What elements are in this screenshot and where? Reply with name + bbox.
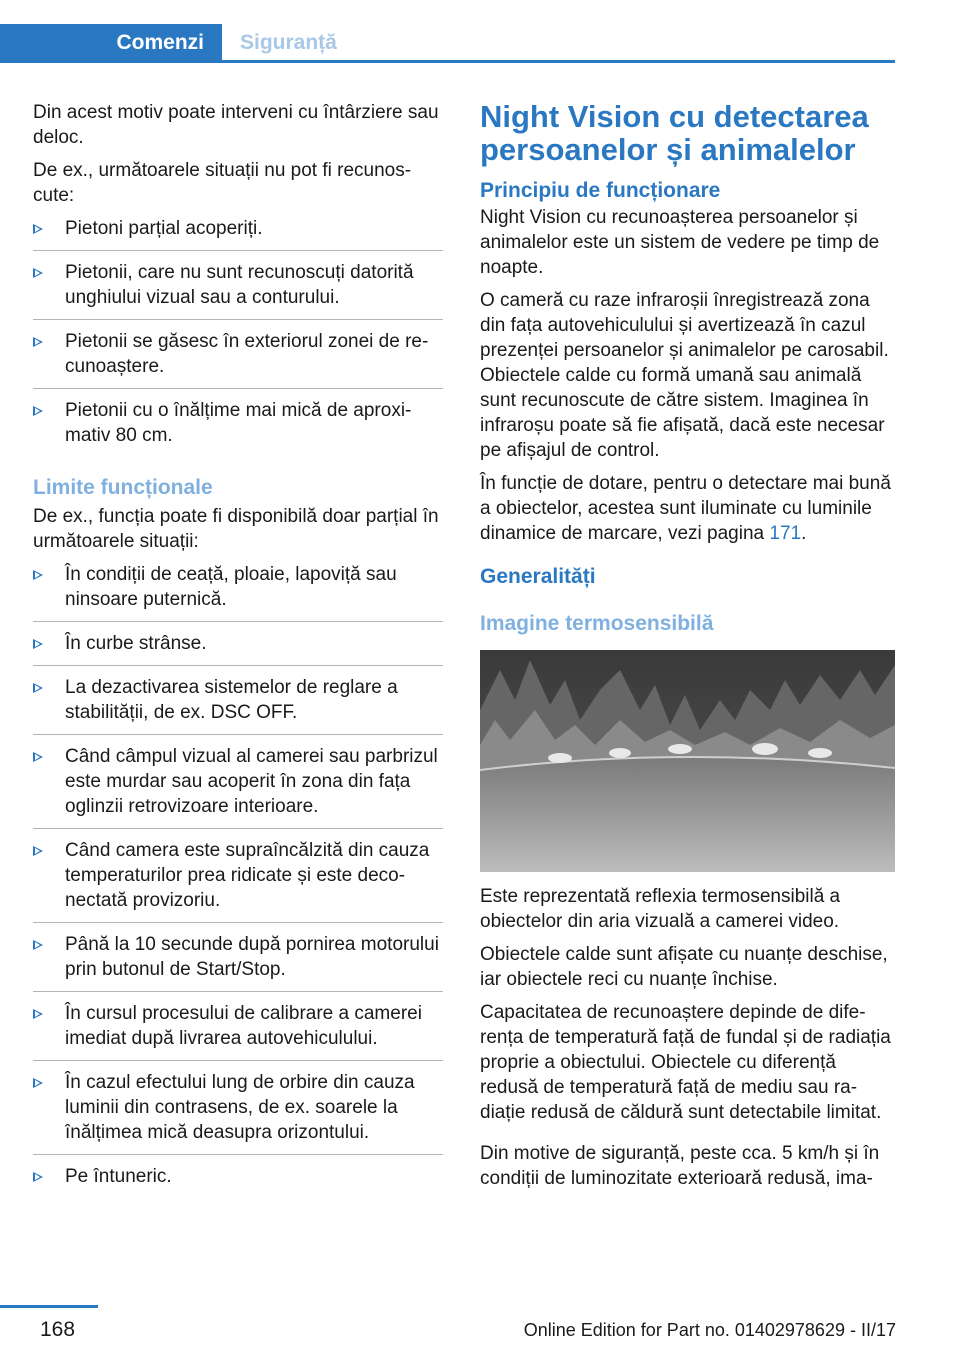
triangle-bullet-icon [33,846,43,856]
list-item: În curbe strânse. [33,631,443,666]
triangle-bullet-icon [33,683,43,693]
list-item: Pietonii, care nu sunt recunoscuți datorită unghiului vizual sau a conturului. [33,260,443,320]
list-item: Pietonii se găsesc în exteriorul zonei de recunoaștere. [33,329,443,389]
paragraph: Capacitatea de recunoaștere depinde de diferența de temperatură față de fundal și de radiația proprie a obiectului. Obiectele cu diferență redusă de temperatură față de mediu sau radiație redusă de căldură sunt detectabile limitat. [480,1002,891,1123]
triangle-bullet-icon [33,1009,43,1019]
triangle-bullet-icon [33,268,43,278]
tab-comenzi[interactable]: Comenzi [0,24,222,62]
header-tabs [0,24,895,62]
footer-divider [0,1305,98,1308]
section-heading: Generalități [480,565,596,588]
page-link[interactable]: 171 [769,523,802,544]
list-item: În condiții de ceață, ploaie, lapoviță sau ninsoare puternică. [33,562,443,622]
paragraph: De ex., următoarele situații nu pot fi recunoscute: [33,160,412,206]
triangle-bullet-icon [33,639,43,649]
triangle-bullet-icon [33,1078,43,1088]
triangle-bullet-icon [33,337,43,347]
paragraph: Obiectele calde sunt afișate cu nuanțe deschise, iar obiectele reci cu nuanțe închise. [480,944,888,990]
triangle-bullet-icon [33,224,43,234]
paragraph: În funcție de dotare, pentru o detectare mai bună a obiectelor, acestea sunt iluminate cu luminile dinamice de marcare, vezi pagina 171. [480,473,891,544]
list-item: Când camera este supraîncălzită din cauza temperaturilor prea ridicate și este deconectată provizoriu. [33,838,443,923]
limits-list [33,562,443,1198]
list-item: Când câmpul vizual al camerei sau parbrizul este murdar sau acoperit în zona din fața oglinzii retrovizoare interioare. [33,744,443,829]
left-column [33,100,443,1207]
triangle-bullet-icon [33,1172,43,1182]
list-item: Pietonii cu o înălțime mai mică de aproximativ 80 cm. [33,398,443,457]
list-item: Pe întuneric. [33,1164,443,1198]
list-item: Pietoni parțial acoperiți. [33,216,443,251]
triangle-bullet-icon [33,940,43,950]
tab-siguranta[interactable]: Siguranță [240,31,337,54]
situations-list [33,216,443,457]
header-divider [0,60,895,63]
paragraph: O cameră cu raze infraroșii înregistrează zona din fața autovehiculului și avertizează în cazul prezenței persoanelor și animalelor pe carosabil. Obiectele calde cu formă umană sau animală sunt recunoscute de către sistem. Imaginea în infraroșu poate să fie afișată, dacă este necesar pe afișajul de control. [480,290,889,461]
paragraph: Night Vision cu recunoașterea persoanelor și animalelor este un sistem de vedere pe timp de noapte. [480,207,880,278]
paragraph: Din motive de siguranță, peste cca. 5 km/h și în condiții de luminozitate exterioară redusă, ima- [480,1143,880,1189]
list-item: La dezactivarea sistemelor de reglare a stabilității, de ex. DSC OFF. [33,675,443,735]
subheading: Principiu de funcționare [480,179,721,202]
triangle-bullet-icon [33,752,43,762]
list-item: În cursul procesului de calibrare a camerei imediat după livrarea autovehiculului. [33,1001,443,1061]
paragraph: Din acest motiv poate interveni cu întârziere sau deloc. [33,102,439,148]
edition-text: Online Edition for Part no. 01402978629 - II/17 [523,1320,896,1340]
paragraph: De ex., funcția poate fi disponibilă doar parțial în următoarele situații: [33,506,439,552]
page-number: 168 [40,1318,76,1341]
list-item: Până la 10 secunde după pornirea motorului prin butonul de Start/Stop. [33,932,443,992]
right-column [480,100,895,1199]
triangle-bullet-icon [33,406,43,416]
page-title: Night Vision cu detectarea persoanelor și animalelor [480,99,869,167]
section-heading: Limite funcționale [33,476,213,499]
paragraph: Este reprezentată reflexia termosensibilă a obiectelor din aria vizuală a camerei video. [480,886,841,932]
list-item: În cazul efectului lung de orbire din cauza luminii din contrasens, de ex. soarele la înălțimea mică deasupra orizontului. [33,1070,443,1155]
subsection-heading: Imagine termosensibilă [480,612,714,635]
thermal-image [480,650,895,872]
triangle-bullet-icon [33,570,43,580]
